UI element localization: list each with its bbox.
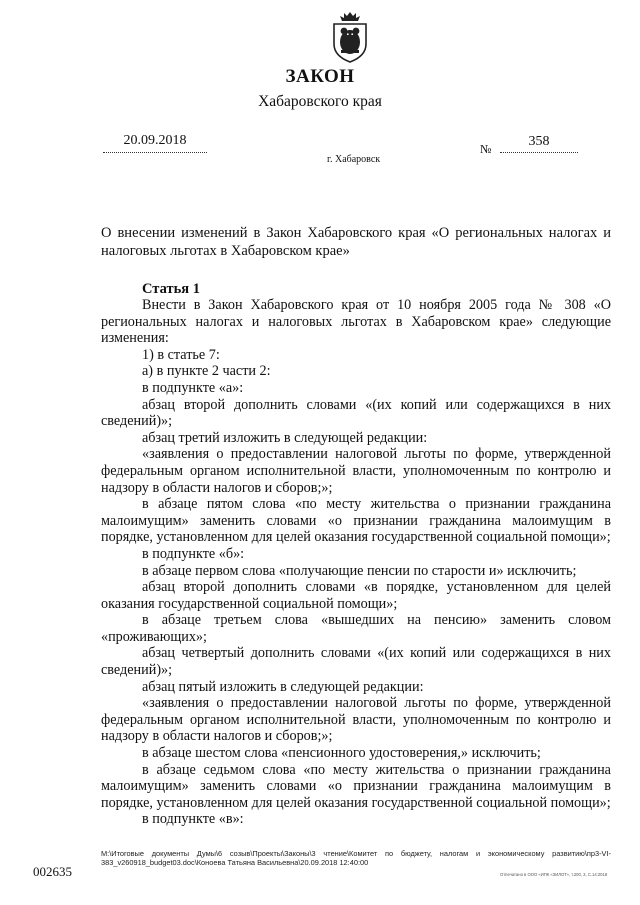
article-paragraph: в абзаце шестом слова «пенсионного удостоверения,» исключить; [142, 745, 541, 762]
article-paragraph: Внести в Закон Хабаровского края от 10 ноября 2005 года № 308 «О региональных налогах и налоговых льготах в Хабаровском крае» следующие изменения: [101, 297, 611, 347]
date-underline [103, 152, 207, 153]
article-paragraph: абзац второй дополнить словами «(их копий или содержащихся в них сведений)»; [101, 396, 611, 430]
footer-file-path: М:\Итоговые документы Думы\6 созыв\Проекты\Законы\3 чтение\Комитет по бюджету, налогам и экономическому развитию\пр3-VI-383_v260918_budget03.doc\Коноева Татьяна Васильевна\20.09.2018 12:40:00 [101, 849, 611, 867]
document-subject: О внесении изменений в Закон Хабаровского края «О региональных налогах и налоговых льготах в Хабаровском крае» [101, 225, 611, 259]
article-heading: Статья 1 [142, 281, 200, 297]
article-paragraph: а) в пункте 2 части 2: [142, 363, 271, 380]
document-title: ЗАКОН [285, 66, 355, 87]
article-paragraph: абзац второй дополнить словами «в порядке, установленном для целей оказания государственной социальной помощи»; [101, 579, 611, 612]
article-paragraph: абзац третий изложить в следующей редакции: [142, 429, 428, 446]
article-paragraph: в абзаце первом слова «получающие пенсии по старости и» исключить; [142, 562, 577, 579]
article-paragraph: в подпункте «а»: [142, 379, 244, 396]
article-paragraph: в абзаце третьем слова «вышедших на пенсию» заменить словом «проживающих»; [101, 612, 611, 645]
article-paragraph: в подпункте «б»: [142, 545, 245, 562]
article-paragraph: 1) в статье 7: [142, 346, 220, 363]
document-city: г. Хабаровск [327, 154, 381, 165]
document-region: Хабаровского края [258, 93, 382, 110]
footer-print-mark: Отпечатано в ООО «ИПК «ЗИЛОТ», т.200, 3, С.14:2018 [500, 872, 608, 877]
article-paragraph: «заявления о предоставлении налоговой льготы по форме, утвержденной федеральным органом исполнительной власти, уполномоченным по контролю и надзору в области налогов и сборов;»; [101, 446, 611, 496]
number-underline [500, 152, 578, 153]
article-paragraph: в подпункте «в»: [142, 811, 244, 828]
article-paragraph: «заявления о предоставлении налоговой льготы по форме, утвержденной федеральным органом исполнительной власти, уполномоченным по контролю и надзору в области налогов и сборов;»; [101, 695, 611, 745]
document-date: 20.09.2018 [123, 133, 187, 148]
article-paragraph: абзац пятый изложить в следующей редакции: [142, 678, 424, 695]
number-label: № [480, 142, 492, 156]
article-body [101, 297, 611, 828]
article-paragraph: в абзаце седьмом слова «по месту жительства о признании гражданина малоимущим» заменить словами «о признании гражданина малоимущим в порядке, установленном для целей оказания государственной социальной помощи»; [101, 761, 611, 811]
coat-of-arms-icon [328, 10, 372, 64]
document-number: 358 [528, 134, 550, 149]
footer-code: 002635 [33, 864, 72, 879]
article-paragraph: в абзаце пятом слова «по месту жительства о признании гражданина малоимущим» заменить словами «о признании гражданина малоимущим в порядке, установленном для целей оказания государственной социальной помощи»; [101, 496, 611, 546]
article-paragraph: абзац четвертый дополнить словами «(их копий или содержащихся в них сведений)»; [101, 645, 611, 679]
